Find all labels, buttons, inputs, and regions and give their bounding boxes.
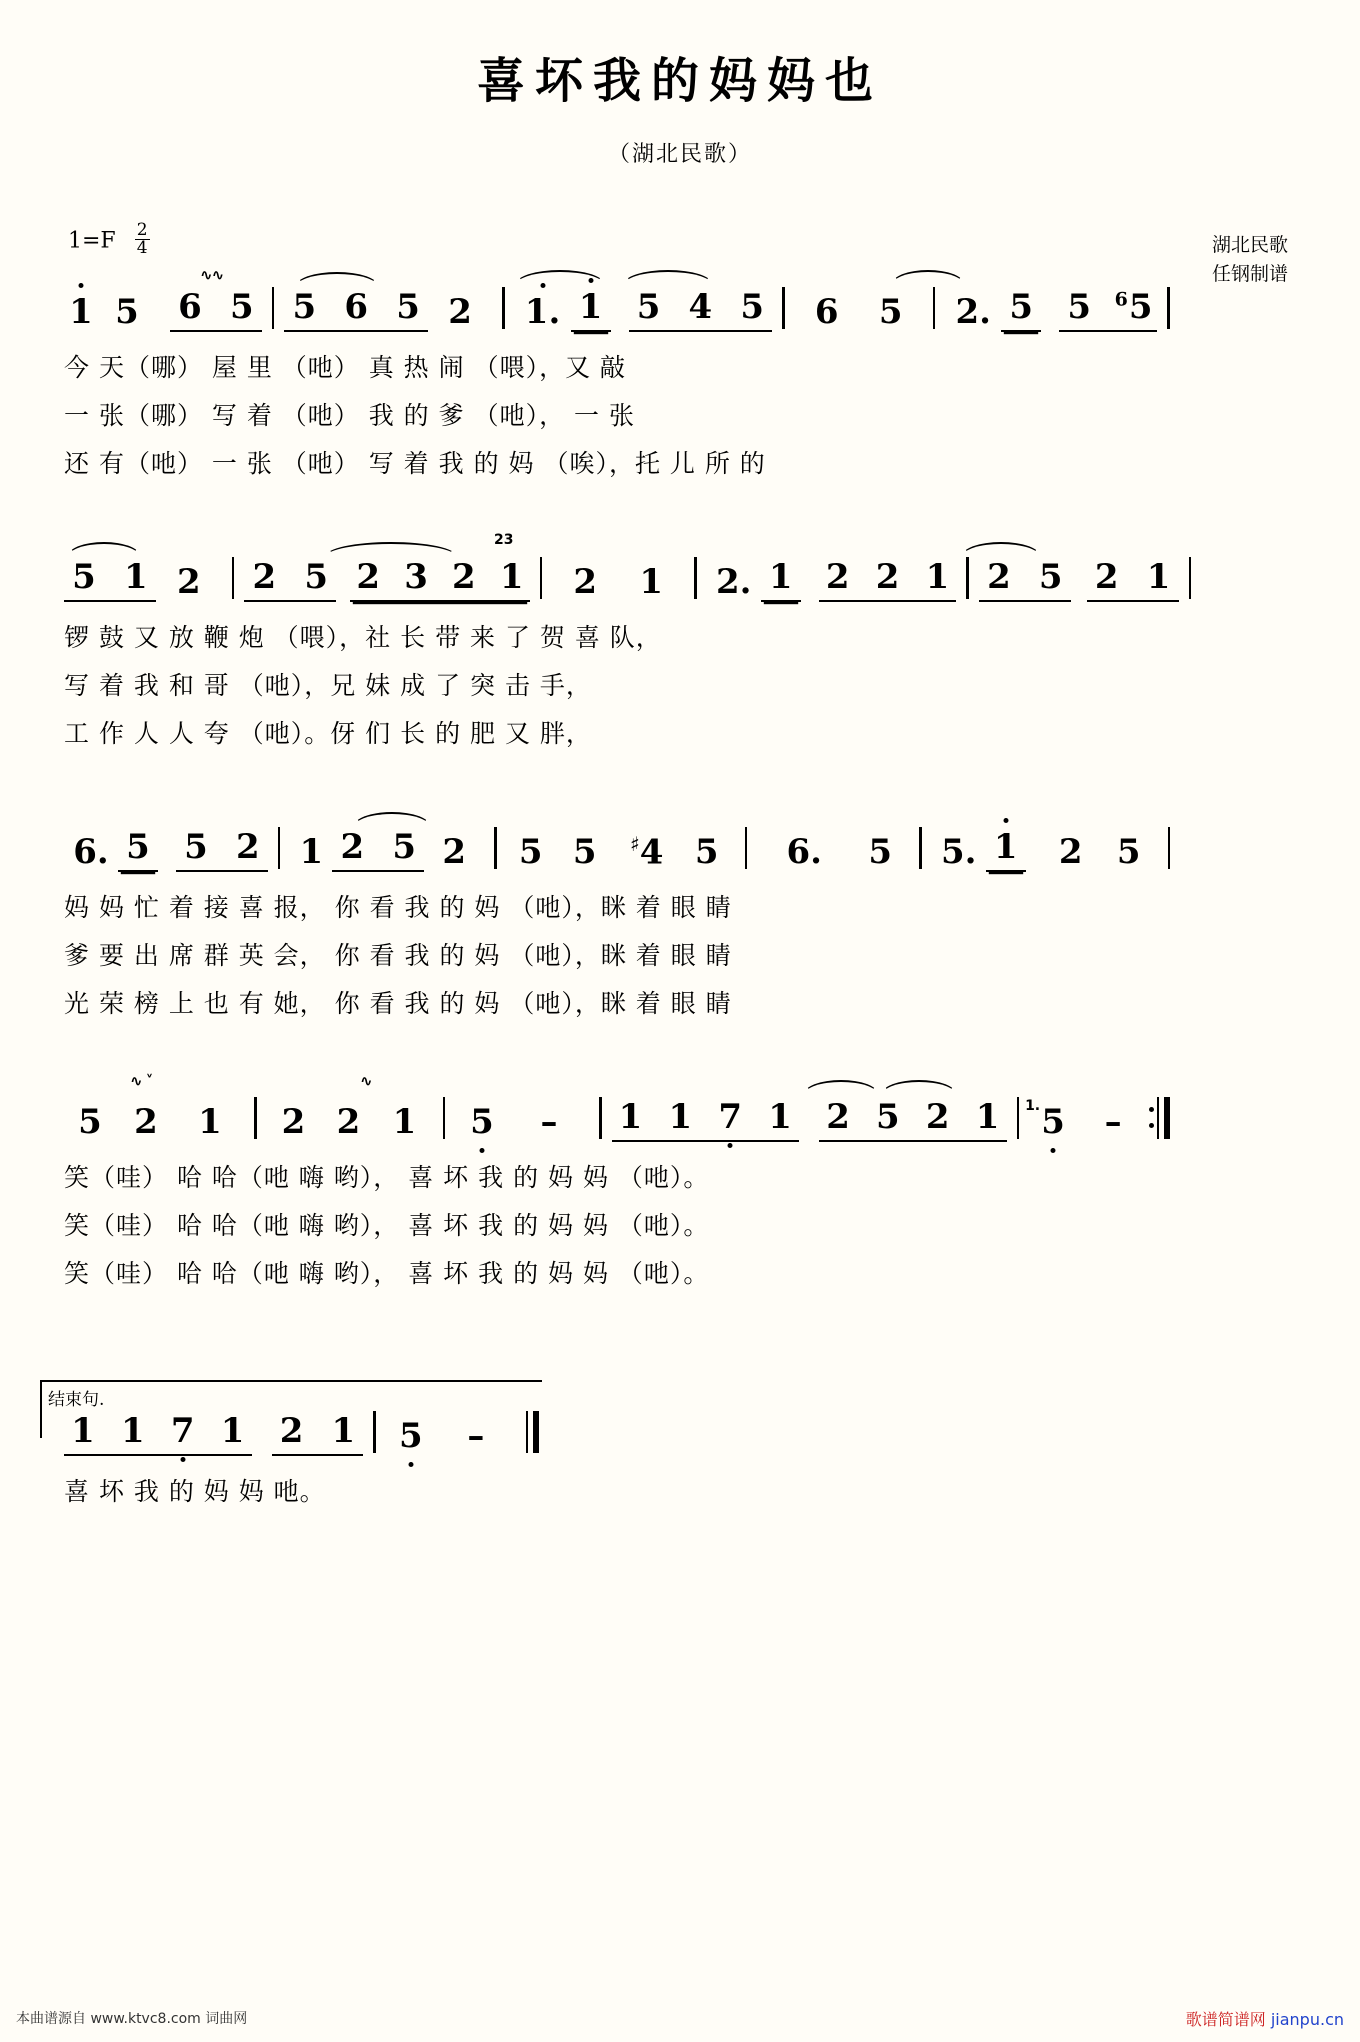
note: 2 [356, 557, 381, 597]
note: 2 [925, 1097, 950, 1137]
credit-line-1: 湖北民歌 [1211, 235, 1288, 256]
note: 7 [718, 1097, 743, 1137]
slur [516, 270, 604, 284]
note: 5 [292, 287, 317, 327]
barline [272, 287, 275, 329]
barline [599, 1097, 602, 1139]
note: 5 [230, 287, 254, 327]
tuplet-mark: 23 [494, 532, 514, 548]
slur [354, 812, 430, 826]
note: 2 [336, 1102, 361, 1142]
barline [502, 287, 505, 329]
note: 5 [636, 287, 661, 327]
trill-mark: ∿∿ [200, 266, 224, 284]
note: 5 [518, 832, 543, 872]
lyric-line: 工 作 人 人 夸 （吔）。伢 们 长 的 肥 又 胖， [64, 719, 592, 748]
barline [494, 827, 497, 869]
note: 5. [940, 832, 977, 872]
music-system-ending [64, 1382, 1296, 1514]
lyric-line: 笑（哇） 哈 哈（吔 嗨 哟）， 喜 坏 我 的 妈 妈 （吔）。 [64, 1211, 710, 1240]
note: 3 [404, 557, 428, 597]
lyrics-block-ending [64, 1466, 1296, 1514]
note: 7 [170, 1411, 195, 1451]
barline [745, 827, 748, 869]
lyric-line: 还 有（吔） 一 张 （吔） 写 着 我 的 妈 （唉），托 儿 所 的 [64, 449, 766, 478]
note: 2 [236, 827, 260, 867]
note: 2. [715, 562, 752, 602]
sheet-music-page [0, 42, 1360, 2042]
beamed-group [170, 287, 262, 332]
beamed-group [176, 827, 268, 872]
note: 1 [299, 832, 324, 872]
lyrics-block-3 [64, 882, 1296, 1026]
beamed-group [244, 557, 336, 602]
beamed-group [284, 287, 428, 332]
note: 1 [331, 1411, 356, 1451]
trill-mark: ∿ [360, 1072, 372, 1090]
barline [1189, 557, 1192, 599]
footer-watermark-cn: 歌谱简谱网 [1185, 2010, 1266, 2029]
note: 5 [78, 1102, 102, 1142]
note: 5 [868, 832, 893, 872]
note: 1 [618, 1097, 643, 1137]
slur [882, 1080, 956, 1094]
key-and-time-signature [68, 220, 150, 259]
note: 6. [73, 832, 109, 872]
note: 6. [786, 832, 822, 872]
slur [962, 542, 1040, 556]
note: 1 [925, 557, 950, 597]
subtitle: （湖北民歌） [607, 141, 752, 166]
lyrics-block-1 [64, 342, 1296, 486]
note: 1 [761, 557, 801, 602]
beamed-group [332, 827, 424, 872]
slur [892, 270, 964, 284]
page-title: 喜坏我的妈妈也 [476, 53, 883, 109]
lyric-line: 写 着 我 和 哥 （吔），兄 妹 成 了 突 击 手， [64, 671, 592, 700]
note: 5 [399, 1416, 423, 1456]
beamed-group [350, 557, 530, 602]
lyrics-block-2 [64, 612, 1296, 756]
note: 2 [1058, 832, 1083, 872]
note: 1 [121, 1411, 145, 1451]
time-signature [135, 222, 150, 257]
note: 2 [281, 1102, 306, 1142]
note: ♯4 [630, 831, 664, 872]
lyric-line: 笑（哇） 哈 哈（吔 嗨 哟）， 喜 坏 我 的 妈 妈 （吔）。 [64, 1163, 710, 1192]
note: 1 [668, 1097, 693, 1137]
music-system-1 [64, 258, 1296, 486]
note: 5 [740, 287, 765, 327]
barline [540, 557, 543, 599]
notes-row-4 [64, 1068, 1296, 1142]
note: 4 [688, 287, 713, 327]
slur [804, 1080, 878, 1094]
note: 1 [71, 1411, 95, 1451]
barline [1017, 1097, 1020, 1139]
barline [933, 287, 936, 329]
note: 5 [304, 557, 329, 597]
note: 5 [572, 832, 597, 872]
note: – [1104, 1102, 1122, 1142]
beamed-group [1059, 287, 1157, 332]
grace-note: 6 [1114, 288, 1128, 311]
key-signature: 1=F [68, 228, 116, 254]
note: 1 [392, 1102, 417, 1142]
note: 2 [1094, 557, 1119, 597]
note: 1 [499, 557, 524, 597]
note: 2 [448, 292, 472, 332]
lyric-line: 今 天（哪） 屋 里 （吔） 真 热 闹 （喂），又 敲 [64, 353, 627, 382]
first-ending-mark: 1. [1025, 1098, 1041, 1114]
barline [694, 557, 697, 599]
note: 1 [69, 292, 93, 332]
note: 5 [392, 827, 417, 867]
barline [373, 1411, 376, 1453]
beamed-group [819, 557, 957, 602]
lyric-line: 爹 要 出 席 群 英 会， 你 看 我 的 妈 （吔），眯 着 眼 睛 [64, 941, 732, 970]
note: 2 [825, 557, 850, 597]
barline [232, 557, 235, 599]
note: 1 [220, 1411, 245, 1451]
music-system-3 [64, 798, 1296, 1026]
beamed-group [979, 557, 1071, 602]
trill-mark: ∿ ˅ [130, 1072, 153, 1090]
note: 5 [118, 827, 158, 872]
note: 2 [279, 1411, 304, 1451]
barline [278, 827, 281, 869]
note: 2 [134, 1102, 158, 1142]
note: 2 [875, 557, 900, 597]
note: 5 [1038, 557, 1063, 597]
repeat-end-barline [1157, 1097, 1170, 1139]
barline [782, 287, 785, 329]
note: 5 [115, 292, 139, 332]
notes-row-2 [64, 528, 1296, 602]
barline [919, 827, 922, 869]
note: 6 [178, 287, 202, 327]
note: 2 [987, 557, 1011, 597]
barline [443, 1097, 446, 1139]
footer-watermark-en: jianpu.cn [1270, 2010, 1344, 2029]
slur [68, 542, 140, 556]
beamed-group [64, 1411, 252, 1456]
note: 2 [573, 562, 598, 602]
note: 1 [124, 557, 148, 597]
final-barline [526, 1411, 539, 1453]
note: 2 [252, 557, 277, 597]
note: 1 [768, 1097, 792, 1137]
footer-watermark [1186, 2007, 1344, 2030]
beamed-group [629, 287, 773, 332]
note: 1 [639, 562, 664, 602]
note: 2 [826, 1097, 850, 1137]
beamed-group [819, 1097, 1007, 1142]
note: 5 [694, 832, 719, 872]
barline [1167, 287, 1170, 329]
note: 2 [177, 562, 201, 602]
barline [1168, 827, 1171, 869]
beamed-group [612, 1097, 800, 1142]
note: 1 [571, 287, 611, 332]
time-signature-numerator: 2 [136, 220, 148, 240]
beamed-group [272, 1411, 364, 1456]
note: 5 [396, 287, 420, 327]
note: $^6$5 [1114, 287, 1153, 327]
note: 5 [184, 827, 208, 867]
lyric-line: 光 荣 榜 上 也 有 她， 你 看 我 的 妈 （吔），眯 着 眼 睛 [64, 989, 732, 1018]
notes-row-1 [64, 258, 1296, 332]
note: 5 [1116, 832, 1141, 872]
slur [326, 542, 456, 556]
footer-source: 本曲谱源自 www.ktvc8.com 词曲网 [16, 2011, 248, 2027]
slur [624, 270, 712, 284]
lyric-line: 锣 鼓 又 放 鞭 炮 （喂），社 长 带 来 了 贺 喜 队， [64, 623, 662, 652]
note: 2. [955, 292, 991, 332]
beamed-group [64, 557, 156, 602]
note: 1 [1146, 557, 1171, 597]
note: 2 [340, 827, 365, 867]
note: 2 [452, 557, 476, 597]
note: 5 [1067, 287, 1092, 327]
time-signature-denominator: 4 [136, 238, 148, 258]
barline [966, 557, 969, 599]
ending-label: 结束句. [46, 1385, 106, 1410]
note: – [540, 1102, 558, 1142]
note: 1 [986, 827, 1026, 872]
note: 5 [470, 1102, 494, 1142]
lyric-line: 妈 妈 忙 着 接 喜 报， 你 看 我 的 妈 （吔），眯 着 眼 睛 [64, 893, 732, 922]
note: 1 [198, 1102, 222, 1142]
note: 6 [814, 292, 839, 332]
note: 5 [878, 292, 903, 332]
note: – [467, 1416, 485, 1456]
music-system-2 [64, 528, 1296, 756]
beamed-group [1087, 557, 1179, 602]
lyric-line: 喜 坏 我 的 妈 妈 吔。 [64, 1477, 326, 1506]
lyric-line: 一 张（哪） 写 着 （吔） 我 的 爹 （吔）， 一 张 [64, 401, 635, 430]
note: 1 [975, 1097, 1000, 1137]
slur [296, 272, 378, 286]
notes-row-3 [64, 798, 1296, 872]
notes-row-ending [64, 1382, 1296, 1456]
sharp-accidental: ♯ [630, 831, 640, 856]
note: 6 [344, 287, 369, 327]
credit-line-2: 任钢制谱 [1211, 263, 1288, 285]
music-system-4 [64, 1068, 1296, 1296]
barline [254, 1097, 257, 1139]
note: 1. 5 [1025, 1098, 1065, 1142]
note: 2 [442, 832, 467, 872]
lyrics-block-4 [64, 1152, 1296, 1296]
note: 5 [72, 557, 96, 597]
lyric-line: 笑（哇） 哈 哈（吔 嗨 哟）， 喜 坏 我 的 妈 妈 （吔）。 [64, 1259, 710, 1288]
note: 5 [876, 1097, 900, 1137]
note: 1. [524, 292, 561, 332]
note: 5 [1001, 287, 1041, 332]
